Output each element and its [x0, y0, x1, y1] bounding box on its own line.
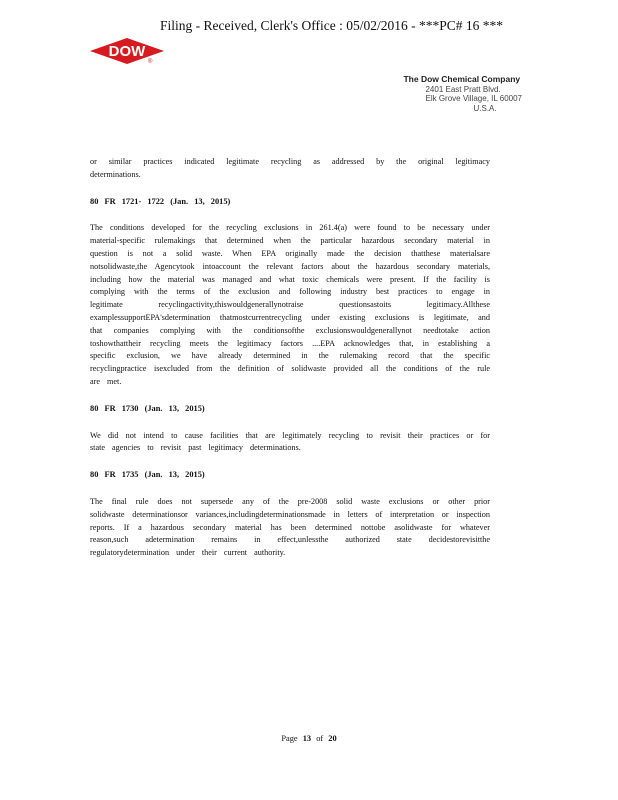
address-country: U.S.A. — [473, 103, 497, 113]
page-total: 20 — [328, 734, 337, 743]
dow-logo — [88, 36, 166, 66]
intro-paragraph: or similar practices indicated legitimate recycling as addressed by the original legitimacy determinations. — [90, 157, 490, 179]
company-name: The Dow Chemical Company — [403, 74, 521, 84]
address-city: Elk Grove Village, IL 60007 — [425, 94, 522, 103]
page-of-label: of — [316, 734, 324, 743]
page-current: 13 — [302, 734, 312, 743]
section-heading: 80 FR 1730 (Jan. 13, 2015) — [90, 403, 205, 413]
section-heading: 80 FR 1721- 1722 (Jan. 13, 2015) — [90, 196, 231, 206]
address-street: 2401 East Pratt Blvd. — [425, 84, 501, 94]
page-label: Page — [281, 734, 298, 743]
company-address-block — [403, 75, 522, 113]
document-body — [90, 156, 490, 574]
section-paragraph: We did not intend to cause facilities that are legitimately recycling to revisit their practices or for state agencies to revisit past legitimacy determinations. — [90, 430, 490, 453]
logo-wordmark: DOW — [108, 43, 146, 60]
page-footer — [0, 734, 618, 743]
dow-diamond-icon — [88, 36, 166, 66]
section-heading: 80 FR 1735 (Jan. 13, 2015) — [90, 470, 205, 480]
section-paragraph: The conditions developed for the recycling exclusions in 261.4(a) were found to be necessary under material-specific rulemakings that determined when the particular hazardous secondary material in question is not a solid waste. When EPA originally made the decision thatthese materialsare notsolidwaste,the Agencytook intoaccount the relevant factors about the hazardous secondary materials, including how the material was managed and what toxic chemicals were present. If the facility is complying with the terms of the exclusion and following industry best practices to engage in legitimate recyclingactivity,thiswouldgenerallynotraise questionsastoits legitimacy.Allthese examplessupportEPA'sdetermination thatmostcurrentrecycling under existing exclusions is legitimate, and that companies complying with the conditionsofthe exclusionswouldgenerallynot needtotake action toshowthattheir recycling meets the legitimacy factors ....EPA acknowledges that, in establishing a specific exclusion, we have already determined in the rulemaking record that the specific recyclingpractice isexcluded from the definition of solidwaste provided all the conditions of the rule are met. — [90, 223, 490, 386]
section-paragraph: The final rule does not supersede any of the pre-2008 solid waste exclusions or other prior solidwaste determinationsor variances,includingdeterminationsmade in letters of interpretation or inspection reports. If a hazardous secondary material has been determined nottobe asolidwaste for whatever reason,such adetermination remains in effect,unlessthe authorized state decidestorevisitthe regulatorydetermination under their current authority. — [90, 496, 490, 558]
registered-mark: ® — [148, 59, 153, 65]
filing-stamp-header: Filing - Received, Clerk's Office : 05/02/2016 - ***PC# 16 *** — [160, 18, 504, 33]
